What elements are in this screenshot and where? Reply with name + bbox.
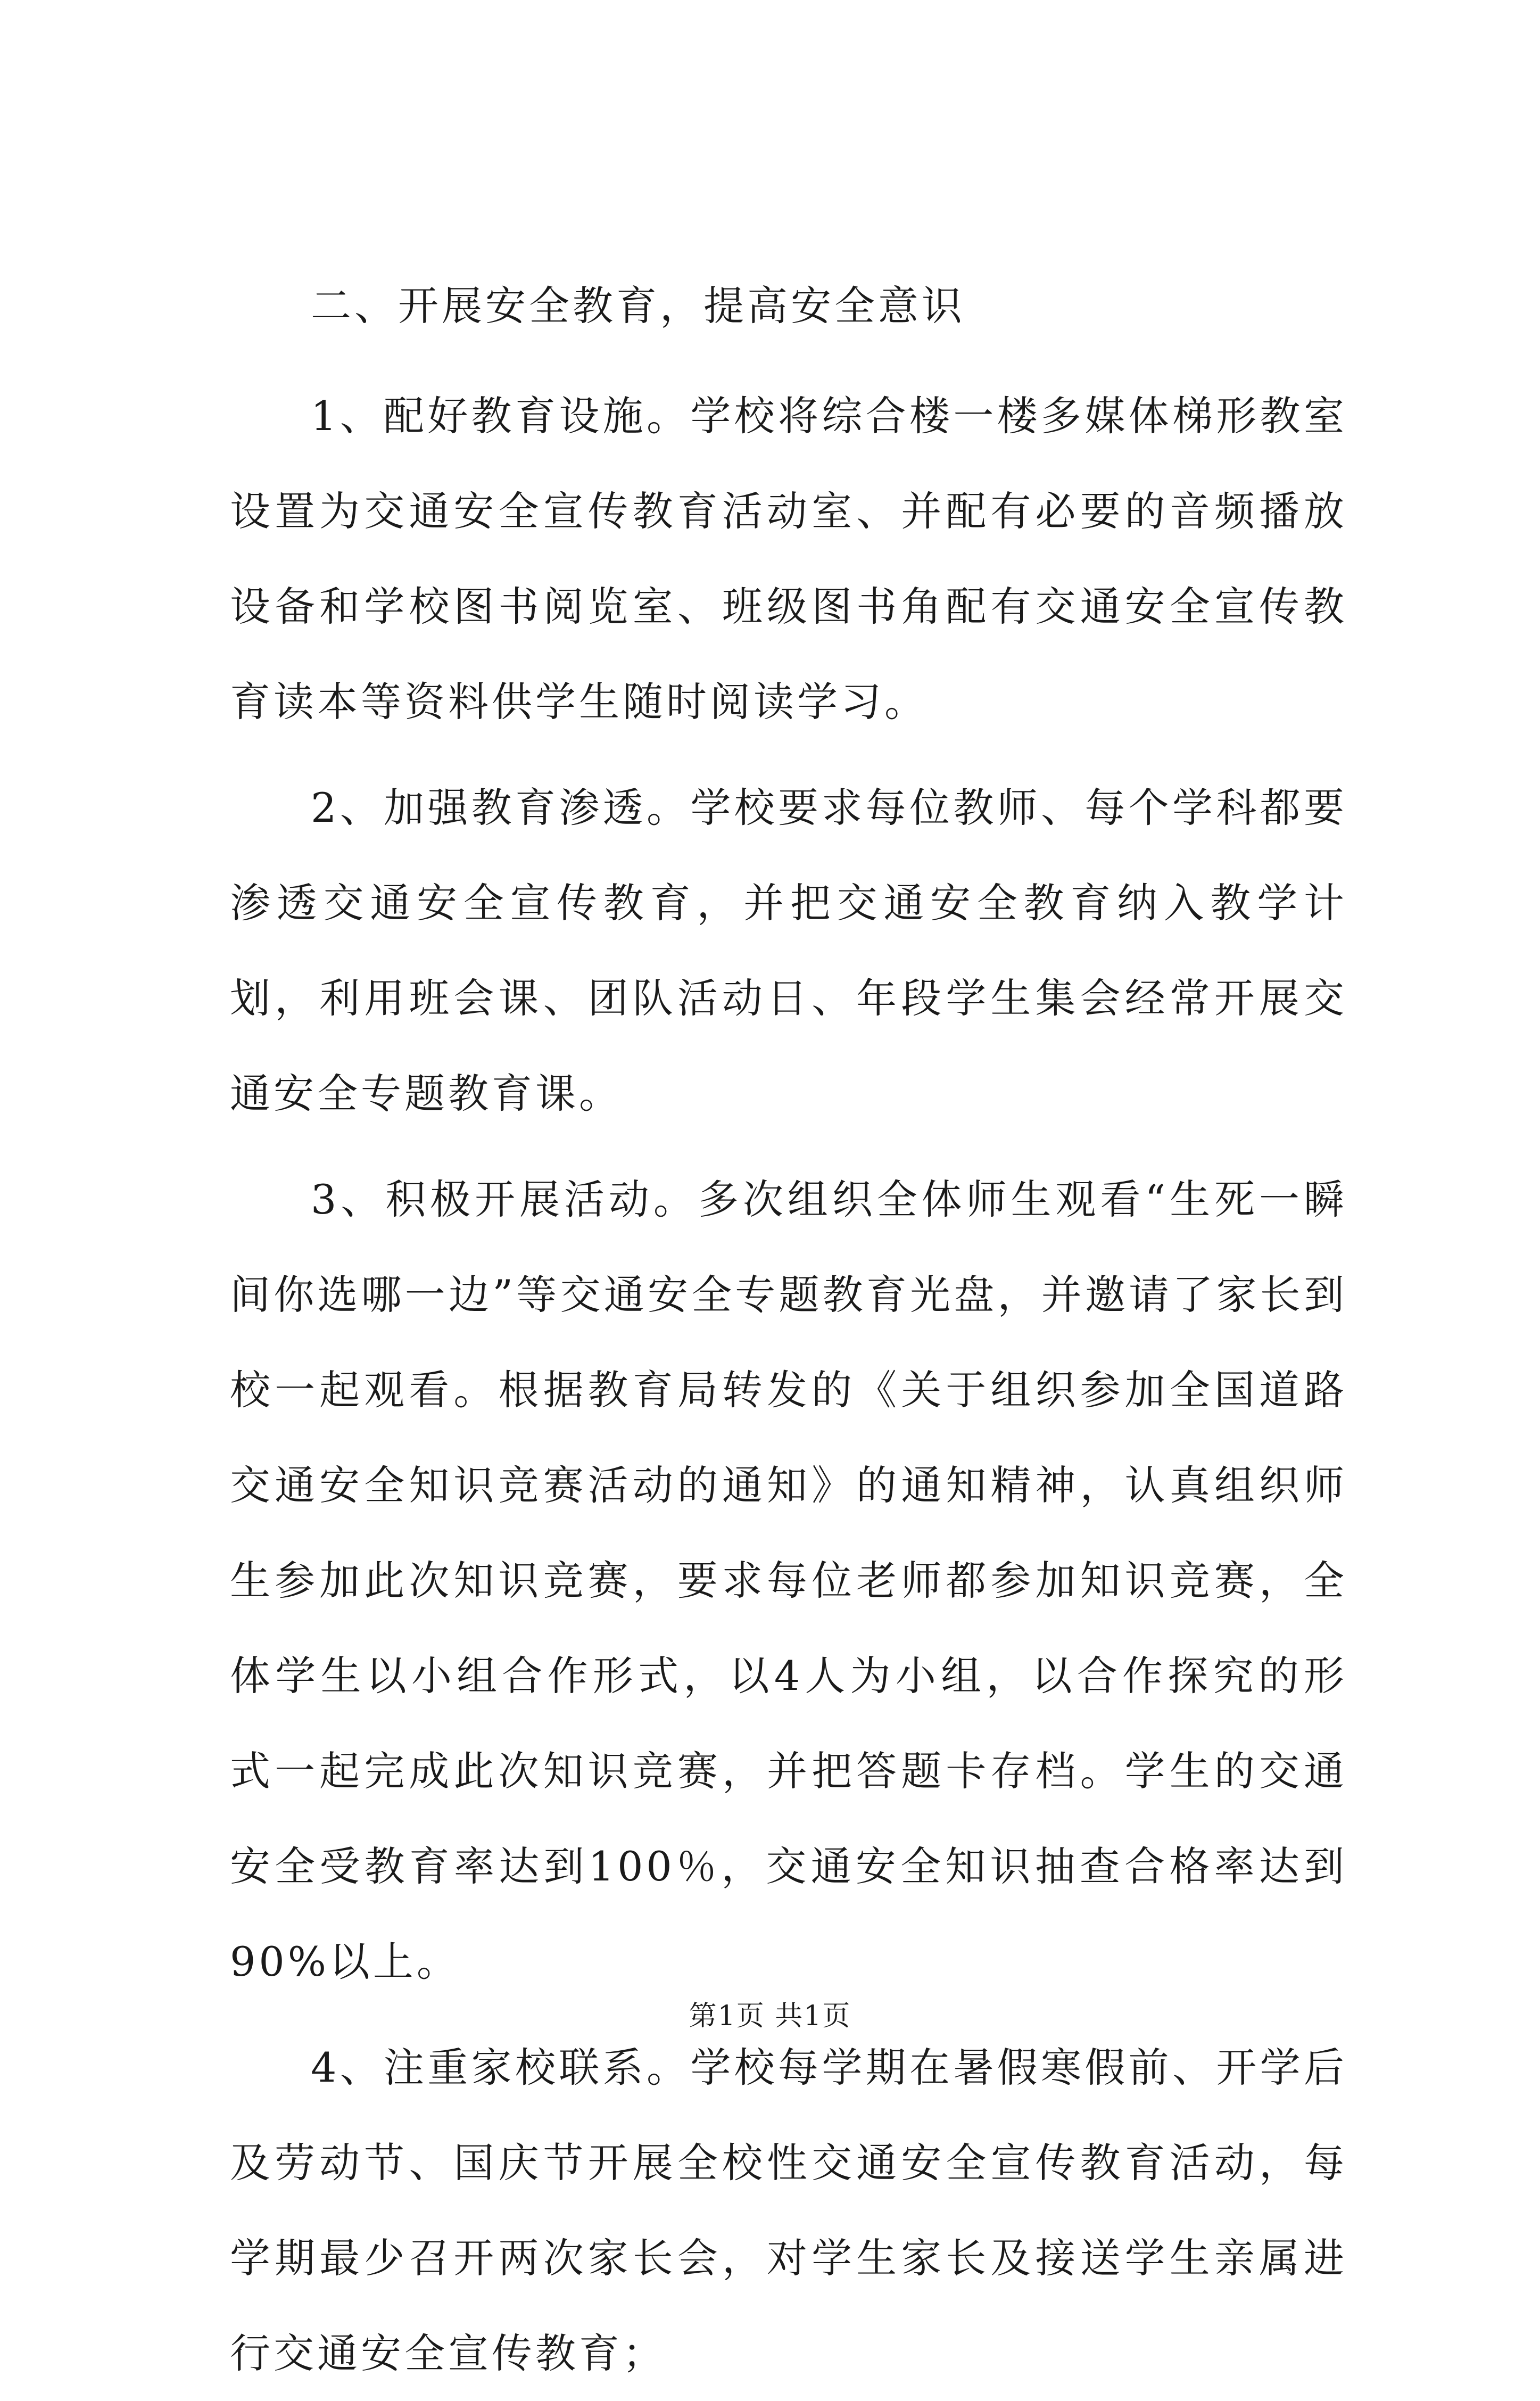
paragraph-education-integration: 2、加强教育渗透。学校要求每位教师、每个学科都要渗透交通安全宣传教育，并把交通安全教育纳入教学计划，利用班会课、团队活动日、年段学生集会经常开展交通安全专题教育课。 xyxy=(230,784,1347,1117)
page-number-footer: 第1页 共1页 xyxy=(689,2000,851,2032)
paragraph-home-school-contact: 4、注重家校联系。学校每学期在暑假寒假前、开学后及劳动节、国庆节开展全校性交通安全宣传教育活动，每学期最少召开两次家长会，对学生家长及接送学生亲属进行交通安全宣传教育； xyxy=(230,2044,1347,2377)
document-body xyxy=(230,282,1347,2401)
paragraph-education-facilities: 1、配好教育设施。学校将综合楼一楼多媒体梯形教室设置为交通安全宣传教育活动室、并配有必要的音频播放设备和学校图书阅览室、班级图书角配有交通安全宣传教育读本等资料供学生随时阅读学习。 xyxy=(230,392,1347,725)
section-heading: 二、开展安全教育，提高安全意识 xyxy=(311,282,965,329)
paragraph-activities: 3、积极开展活动。多次组织全体师生观看“生死一瞬间你选哪一边”等交通安全专题教育光盘，并邀请了家长到校一起观看。根据教育局转发的《关于组织参加全国道路交通安全知识竞赛活动的通知》的通知精神，认真组织师生参加此次知识竞赛，要求每位老师都参加知识竞赛，全体学生以小组合作形式，以4人为小组，以合作探究的形式一起完成此次知识竞赛，并把答题卡存档。学生的交通安全受教育率达到100％，交通安全知识抽查合格率达到90%以上。 xyxy=(230,1176,1347,1985)
